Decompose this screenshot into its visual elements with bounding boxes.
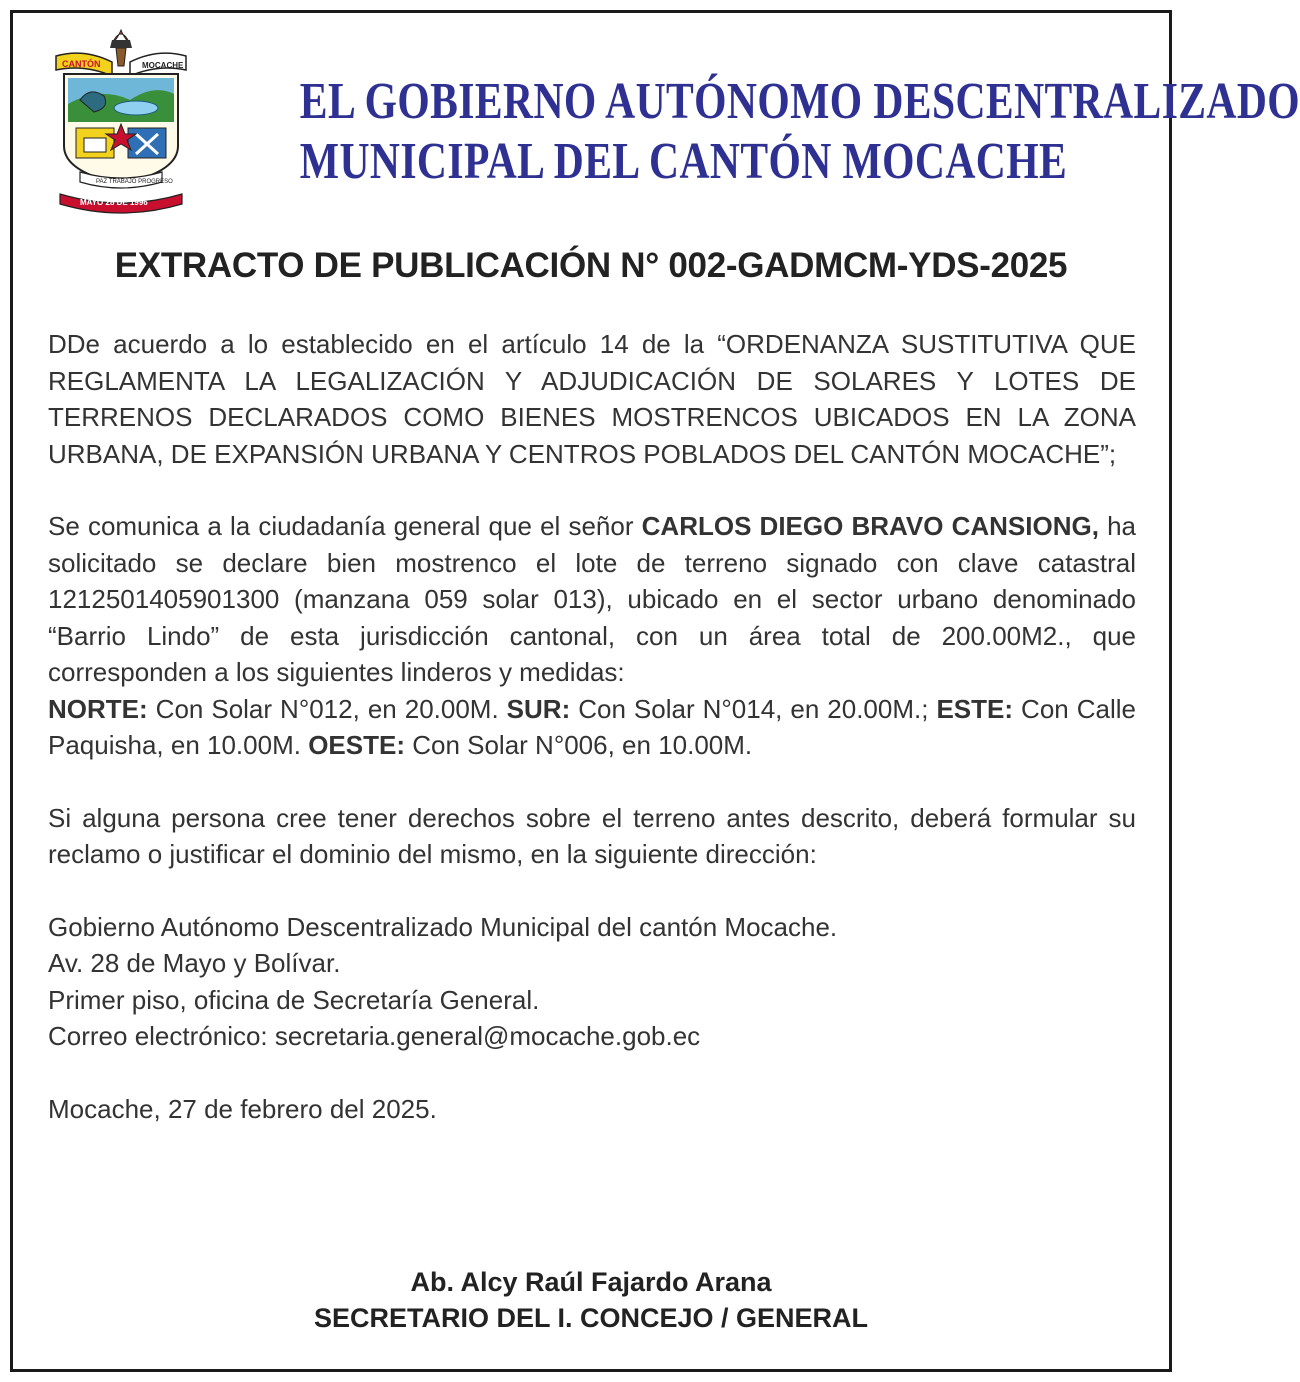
spacer (48, 472, 1136, 508)
request-details: ha solicitado se declare bien mostrenco el lote de terreno signado con clave catastral 1212501405901300 (manzana 059 solar 013), ubicado en el sector urbano denominado “Barrio Lindo” de esta jurisdicción cantonal, con un área total de 200.00M2., que corresponden a los siguientes linderos y medidas: (48, 511, 1136, 687)
seal-banner-right: MOCACHE (142, 61, 184, 70)
signatory-name: Ab. Alcy Raúl Fajardo Arana (410, 1267, 772, 1297)
ordinance-paragraph: DDe acuerdo a lo establecido en el artículo 14 de la “ORDENANZA SUSTITUTIVA QUE REGLAMENTA LA LEGALIZACIÓN Y ADJUDICACIÓN DE SOLARES Y LOTES DE TERRENOS DECLARADOS COMO BIENES MOSTRENCOS UBICADOS EN LA ZONA URBANA, DE EXPANSIÓN URBANA Y CENTROS POBLADOS DEL CANTÓN MOCACHE”; (48, 329, 1136, 469)
boundaries-paragraph (48, 691, 1136, 764)
seal-ribbon: MAYO 28 DE 1996 (80, 198, 148, 207)
claims-paragraph: Si alguna persona cree tener derechos sobre el terreno antes descrito, deberá formular su reclamo o justificar el dominio del mismo, en la siguiente dirección: (48, 802, 1136, 869)
este-text: Con Calle Paquisha, en 10.00M. (48, 693, 1136, 760)
seal-banner-left: CANTÓN (62, 59, 101, 69)
oeste-text: Con Solar N°006, en 10.00M. (404, 730, 753, 760)
spacer (48, 873, 1136, 909)
address-line: Primer piso, oficina de Secretaría General. (48, 984, 540, 1015)
norte-label: NORTE: (48, 693, 148, 724)
address-line: Av. 28 de Mayo y Bolívar. (48, 948, 341, 978)
signatory-title: SECRETARIO DEL I. CONCEJO / GENERAL (313, 1303, 869, 1333)
header-line-2: MUNICIPAL DEL CANTÓN MOCACHE (299, 133, 1068, 190)
applicant-name: CARLOS DIEGO BRAVO CANSIONG, (641, 511, 1099, 541)
seal-motto: PAZ TRABAJO PROGRESO (96, 179, 173, 185)
request-intro: Se comunica a la ciudadanía general que el señor (48, 511, 642, 541)
address-line: Gobierno Autónomo Descentralizado Municipal del cantón Mocache. (48, 911, 838, 942)
publication-body (48, 326, 1136, 1127)
institution-header (299, 72, 1300, 192)
este-label: ESTE: (936, 693, 1014, 724)
email-line: Correo electrónico: secretaria.general@mocache.gob.ec (48, 1021, 701, 1051)
sur-text: Con Solar N°014, en 20.00M.; (570, 693, 937, 724)
date-line: Mocache, 27 de febrero del 2025. (48, 1093, 437, 1124)
norte-text: Con Solar N°012, en 20.00M. (147, 693, 507, 724)
spacer (48, 764, 1136, 800)
spacer (48, 1055, 1136, 1091)
sur-label: SUR: (506, 693, 571, 724)
signature-block (0, 1264, 1182, 1336)
extract-title: EXTRACTO DE PUBLICACIÓN N° 002-GADMCM-YDS-2025 (114, 246, 1068, 285)
header-line-1: EL GOBIERNO AUTÓNOMO DESCENTRALIZADO (299, 73, 1300, 130)
municipal-coat-of-arms (50, 26, 192, 212)
request-paragraph (48, 508, 1136, 691)
oeste-label: OESTE: (308, 730, 405, 760)
